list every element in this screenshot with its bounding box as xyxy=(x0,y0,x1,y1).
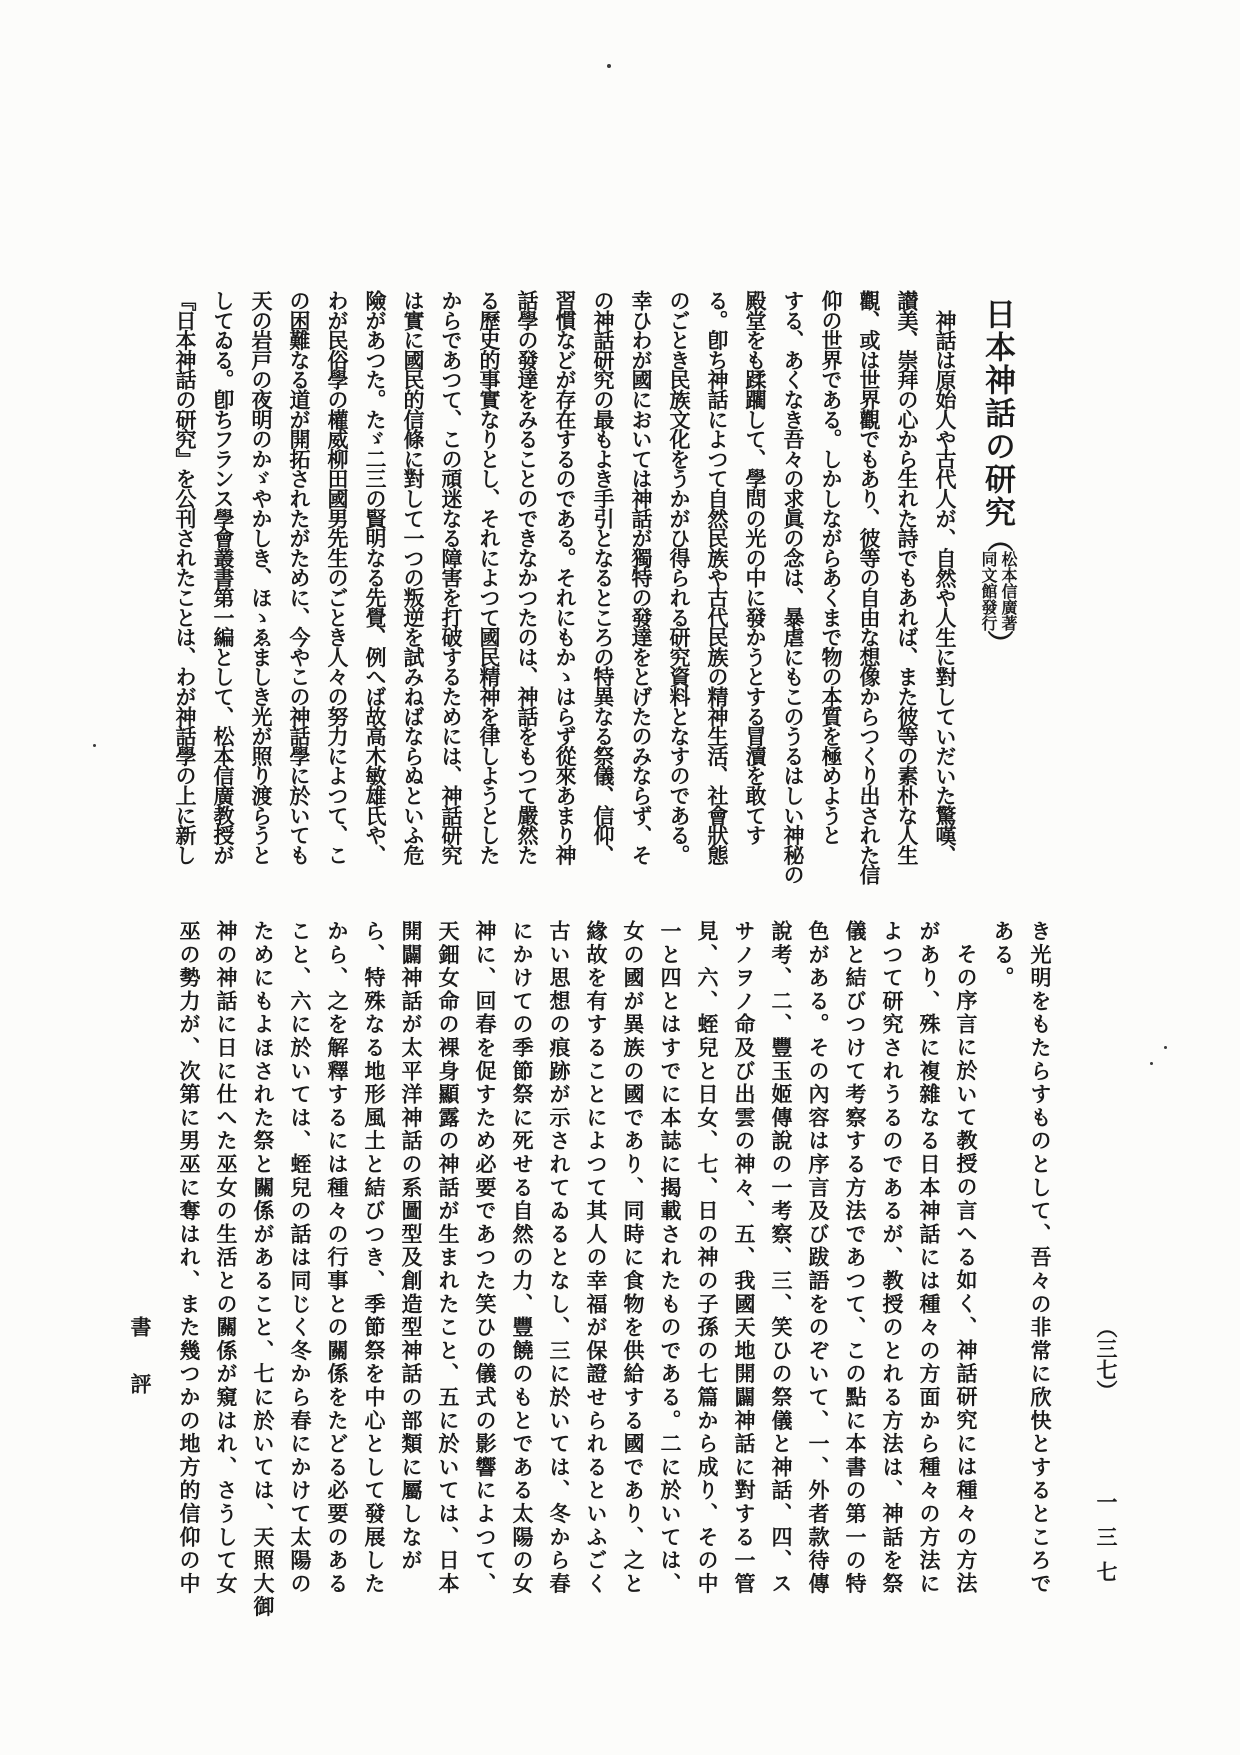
text-column: 觀、或は世界觀でもあり、彼等の自由な想像からつくり出された信 xyxy=(857,290,882,885)
text-column: ためにもよほされた祭と關係があること、七に於いては、天照大御 xyxy=(251,920,276,1619)
text-column: ら、特殊なる地形風土と結びつき、季節祭を中心として發展した xyxy=(362,920,387,1596)
text-column: 險があつた。たゞ二三の賢明なる先覺、例へば故高木敏雄氏や、 xyxy=(363,290,388,865)
text-column: 天鈿女命の裸身顯露の神話が生まれたこと、五に於いては、日本 xyxy=(436,920,461,1596)
text-column: してゐる。卽ちフランス學會叢書第一編として、松本信廣教授が xyxy=(211,290,236,865)
text-column: の神話研究の最もよき手引となるところの特異なる祭儀、信仰、 xyxy=(591,290,616,865)
text-column: 仰の世界である。しかしながらあくまで物の本質を極めようと xyxy=(819,290,844,845)
text-column: 儀と結びつけて考察する方法であつて、この點に本書の第一の特 xyxy=(843,920,868,1596)
byline-author: 松本信廣著 xyxy=(999,551,1018,631)
section-label: 書評 xyxy=(128,1316,153,1430)
text-column: のごとき民族文化をうかがひ得られる研究資料となすのである。 xyxy=(667,290,692,865)
text-column: る歷史的事實なりとし、それによつて國民精神を律しようとした xyxy=(477,290,502,865)
text-column: から、之を解釋するには種々の行事との關係をたどる必要のある xyxy=(325,920,350,1596)
text-column: 見、六、蛭兒と日女、七、日の神の子孫の七篇から成り、その中 xyxy=(695,920,720,1596)
text-column: にかけての季節祭に死せる自然の力、豐饒のもとである太陽の女 xyxy=(510,920,535,1596)
text-column: 緣故を有することによつて其人の幸福が保證せられるといふごく xyxy=(584,920,609,1596)
scan-speck xyxy=(1164,1046,1167,1049)
text-column: 開闢神話が太平洋神話の系圖型及創造型神話の部類に屬しなが xyxy=(399,920,424,1573)
text-column: 讃美、崇拜の心から生れた詩でもあれば、また彼等の素朴な人生 xyxy=(895,290,920,865)
text-column: 殿堂をも蹂躙して、學問の光の中に發かうとする冒瀆を敢てす xyxy=(743,290,768,845)
text-column: 幸ひわが國においては神話が獨特の發達をとげたのみならず、そ xyxy=(629,290,654,865)
byline-publisher: 同文館發行 xyxy=(979,551,998,631)
lower-text-block xyxy=(171,920,1059,1625)
text-column: こと、六に於いては、蛭兒の話は同じく冬から春にかけて太陽の xyxy=(288,920,313,1596)
text-column: る。卽ち神話によつて自然民族や古代民族の精神生活、社會狀態 xyxy=(705,290,730,865)
byline xyxy=(978,551,1018,631)
text-column: からであつて、この頑迷なる障害を打破するためには、神話研究 xyxy=(439,290,464,865)
text-column: その序言に於いて教授の言へる如く、神話研究には種々の方法 xyxy=(954,943,979,1596)
byline-close-paren: ） xyxy=(983,630,1013,656)
text-column: 神話は原始人や古代人が、自然や人生に對していだいた驚嘆、 xyxy=(933,310,958,865)
scan-speck xyxy=(93,744,96,747)
text-column: き光明をもたらすものとして、吾々の非常に欣快とするところで xyxy=(1028,920,1053,1596)
text-column: よつて研究されうるのであるが、教授のとれる方法は、神話を祭 xyxy=(880,920,905,1596)
text-column: の困難なる道が開拓されたがために、今やこの神話學に於いても xyxy=(287,290,312,865)
text-column: 『日本神話の研究』を公刊されたことは、わが神話學の上に新し xyxy=(173,290,198,865)
text-column: する、あくなき吾々の求眞の念は、暴虐にもこのうるはしい神秘の xyxy=(781,290,806,885)
text-column: 巫の勢力が、次第に男巫に奪はれ、また幾つかの地方的信仰の中 xyxy=(177,920,202,1596)
text-column: があり、殊に複雜なる日本神話には種々の方面から種々の方法に xyxy=(917,920,942,1596)
text-column: ある。 xyxy=(991,920,1016,990)
text-column: は實に國民的信條に對して一つの叛逆を試みねばならぬといふ危 xyxy=(401,290,426,865)
scan-speck xyxy=(1150,1062,1153,1065)
upper-text-block xyxy=(166,290,964,890)
text-column: 話學の發達をみることのできなかつたのは、神話をもつて嚴然た xyxy=(515,290,540,865)
text-column: 色がある。その內容は序言及び跋語をのぞいて、一、外者款待傳 xyxy=(806,920,831,1596)
scan-speck xyxy=(607,64,611,68)
text-column: 習慣などが存在するのである。それにもかゝはらず從來あまり神 xyxy=(553,290,578,865)
text-column: サノヲノ命及び出雲の神々、五、我國天地開闢神話に對する一管 xyxy=(732,920,757,1596)
text-column: 說考、二、豐玉姬傳說の一考察、三、笑ひの祭儀と神話、四、ス xyxy=(769,920,794,1596)
byline-open-paren: （ xyxy=(983,526,1013,552)
text-column: 神に、回春を促すため必要であつた笑ひの儀式の影響によつて、 xyxy=(473,920,498,1596)
review-title: 日本神話の研究 xyxy=(979,298,1015,529)
text-column: 古い思想の痕跡が示されてゐるとなし、三に於いては、冬から春 xyxy=(547,920,572,1596)
page-number-parenthesized: （三七） xyxy=(1094,1317,1119,1401)
page-number: 一三七 xyxy=(1094,1490,1119,1596)
text-column: わが民俗學の權威柳田國男先生のごとき人々の努力によつて、こ xyxy=(325,290,350,865)
text-column: 神の神話に日に仕へた巫女の生活との關係が窺はれ、さうして女 xyxy=(214,920,239,1596)
text-column: 一と四とはすでに本誌に揭載されたものである。二に於いては、 xyxy=(658,920,683,1596)
text-column: 女の國が異族の國であり、同時に食物を供給する國であり、之と xyxy=(621,920,646,1596)
text-column: 天の岩戸の夜明のかゞやかしき、ほゝゑましき光が照り渡らうと xyxy=(249,290,274,865)
